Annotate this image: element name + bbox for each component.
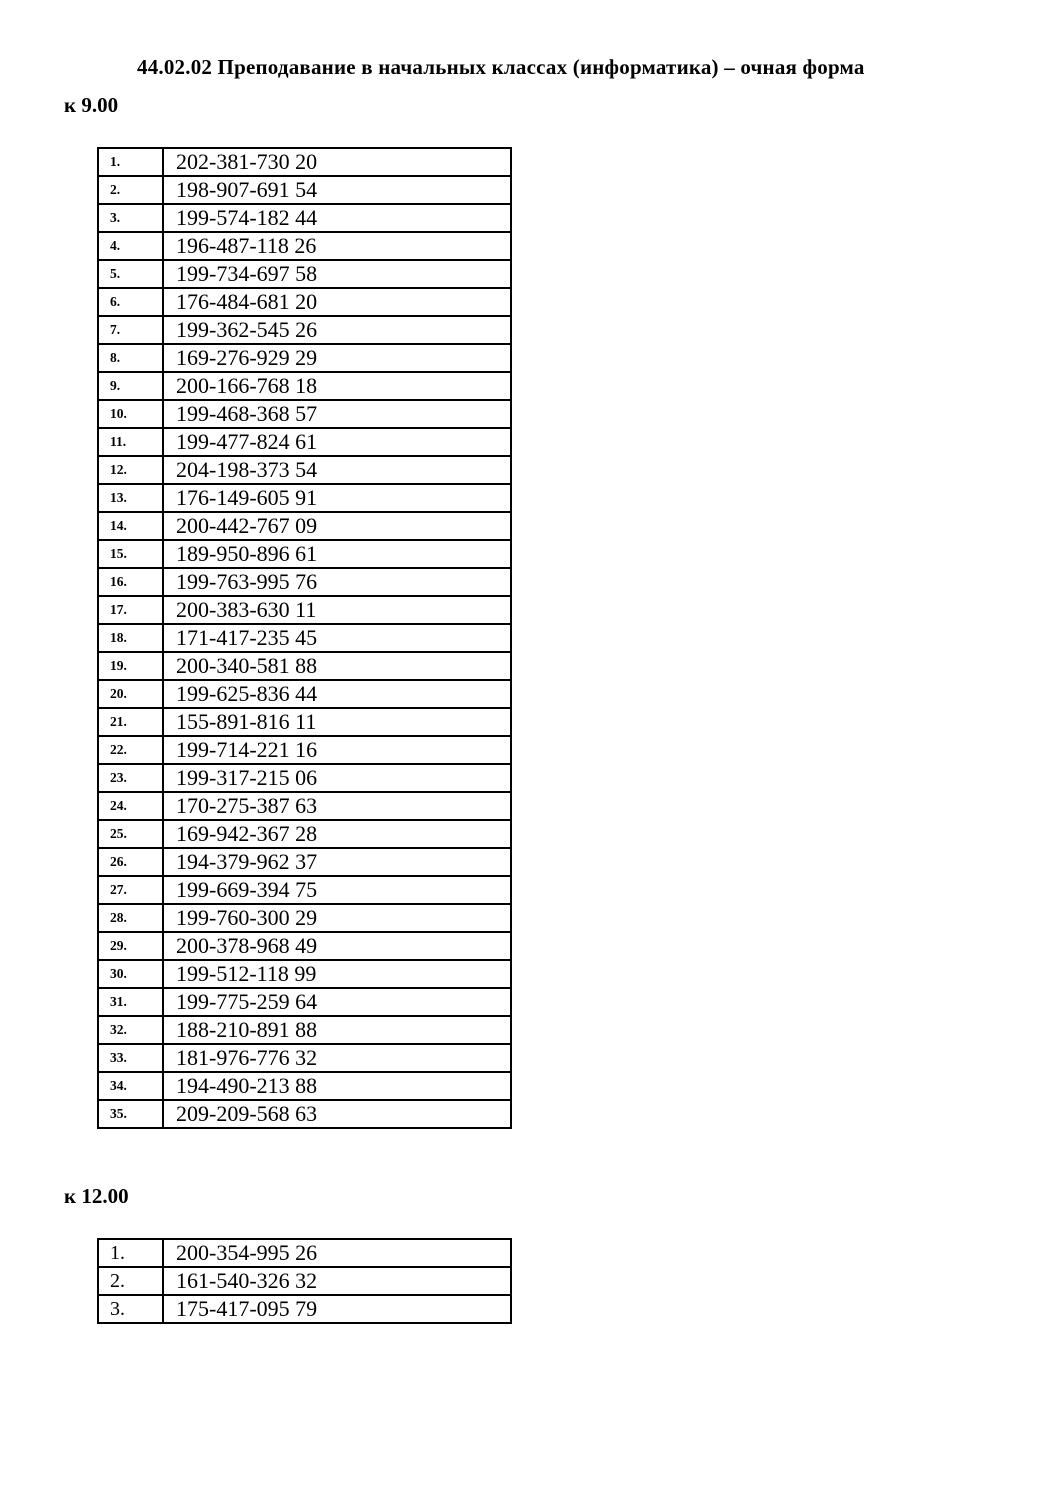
applicant-id-cell: 199-775-259 64 [163, 988, 511, 1016]
row-number-cell: 19. [98, 652, 163, 680]
row-number-cell: 8. [98, 344, 163, 372]
row-number-cell: 34. [98, 1072, 163, 1100]
applicant-id-cell: 202-381-730 20 [163, 148, 511, 176]
table-row [98, 176, 511, 204]
applicant-id-cell: 199-669-394 75 [163, 876, 511, 904]
table-row [98, 344, 511, 372]
table-row [98, 288, 511, 316]
applicant-id-cell: 209-209-568 63 [163, 1100, 511, 1128]
table-row [98, 568, 511, 596]
applicant-id-cell: 176-149-605 91 [163, 484, 511, 512]
row-number-cell: 7. [98, 316, 163, 344]
table-row [98, 708, 511, 736]
applicant-id-cell: 199-574-182 44 [163, 204, 511, 232]
table-row [98, 792, 511, 820]
page-title: 44.02.02 Преподавание в начальных классах (информатика) – очная форма [137, 55, 865, 79]
table-row [98, 204, 511, 232]
applicant-id-cell: 199-734-697 58 [163, 260, 511, 288]
row-number-cell: 32. [98, 1016, 163, 1044]
table-row [98, 820, 511, 848]
applicant-id-cell: 155-891-816 11 [163, 708, 511, 736]
row-number-cell: 31. [98, 988, 163, 1016]
applicant-id-cell: 169-942-367 28 [163, 820, 511, 848]
applicant-table-9am-body [98, 148, 511, 1128]
applicant-table-12pm-body [98, 1239, 511, 1323]
applicant-id-cell: 199-714-221 16 [163, 736, 511, 764]
table-row [98, 540, 511, 568]
table-row [98, 904, 511, 932]
table-row [98, 456, 511, 484]
table-row [98, 148, 511, 176]
row-number-cell: 14. [98, 512, 163, 540]
applicant-id-cell: 199-477-824 61 [163, 428, 511, 456]
table-row [98, 876, 511, 904]
row-number-cell: 2. [98, 1267, 163, 1295]
table-row [98, 512, 511, 540]
applicant-id-cell: 188-210-891 88 [163, 1016, 511, 1044]
section-label-12pm: к 12.00 [64, 1184, 129, 1209]
table-row [98, 1016, 511, 1044]
applicant-id-cell: 176-484-681 20 [163, 288, 511, 316]
applicant-id-cell: 199-362-545 26 [163, 316, 511, 344]
row-number-cell: 21. [98, 708, 163, 736]
applicant-id-cell: 170-275-387 63 [163, 792, 511, 820]
table-row [98, 624, 511, 652]
table-row [98, 596, 511, 624]
table-row [98, 1295, 511, 1323]
table-row [98, 484, 511, 512]
table-row [98, 260, 511, 288]
table-row [98, 1267, 511, 1295]
row-number-cell: 30. [98, 960, 163, 988]
row-number-cell: 23. [98, 764, 163, 792]
applicant-table-9am [97, 147, 512, 1129]
row-number-cell: 4. [98, 232, 163, 260]
section-label-9am: к 9.00 [64, 93, 119, 118]
table-row [98, 848, 511, 876]
row-number-cell: 16. [98, 568, 163, 596]
applicant-id-cell: 196-487-118 26 [163, 232, 511, 260]
table-row [98, 1072, 511, 1100]
table-row [98, 736, 511, 764]
table-row [98, 680, 511, 708]
applicant-id-cell: 199-763-995 76 [163, 568, 511, 596]
row-number-cell: 28. [98, 904, 163, 932]
applicant-id-cell: 161-540-326 32 [163, 1267, 511, 1295]
row-number-cell: 3. [98, 1295, 163, 1323]
applicant-id-cell: 171-417-235 45 [163, 624, 511, 652]
applicant-id-cell: 204-198-373 54 [163, 456, 511, 484]
row-number-cell: 20. [98, 680, 163, 708]
table-row [98, 960, 511, 988]
table-row [98, 652, 511, 680]
row-number-cell: 5. [98, 260, 163, 288]
row-number-cell: 24. [98, 792, 163, 820]
row-number-cell: 15. [98, 540, 163, 568]
applicant-id-cell: 200-340-581 88 [163, 652, 511, 680]
applicant-table-12pm [97, 1238, 512, 1324]
table-row [98, 1100, 511, 1128]
table-row [98, 400, 511, 428]
row-number-cell: 2. [98, 176, 163, 204]
row-number-cell: 35. [98, 1100, 163, 1128]
applicant-id-cell: 200-383-630 11 [163, 596, 511, 624]
applicant-id-cell: 199-317-215 06 [163, 764, 511, 792]
row-number-cell: 13. [98, 484, 163, 512]
table-row [98, 1044, 511, 1072]
row-number-cell: 6. [98, 288, 163, 316]
row-number-cell: 22. [98, 736, 163, 764]
applicant-id-cell: 181-976-776 32 [163, 1044, 511, 1072]
applicant-id-cell: 199-760-300 29 [163, 904, 511, 932]
applicant-id-cell: 200-378-968 49 [163, 932, 511, 960]
applicant-id-cell: 199-468-368 57 [163, 400, 511, 428]
applicant-id-cell: 199-512-118 99 [163, 960, 511, 988]
row-number-cell: 18. [98, 624, 163, 652]
row-number-cell: 26. [98, 848, 163, 876]
applicant-id-cell: 200-354-995 26 [163, 1239, 511, 1267]
row-number-cell: 10. [98, 400, 163, 428]
applicant-id-cell: 200-166-768 18 [163, 372, 511, 400]
table-row [98, 316, 511, 344]
row-number-cell: 27. [98, 876, 163, 904]
applicant-id-cell: 198-907-691 54 [163, 176, 511, 204]
row-number-cell: 29. [98, 932, 163, 960]
row-number-cell: 25. [98, 820, 163, 848]
applicant-id-cell: 175-417-095 79 [163, 1295, 511, 1323]
table-row [98, 372, 511, 400]
row-number-cell: 1. [98, 1239, 163, 1267]
applicant-id-cell: 189-950-896 61 [163, 540, 511, 568]
table-row [98, 764, 511, 792]
table-row [98, 232, 511, 260]
row-number-cell: 12. [98, 456, 163, 484]
table-row [98, 932, 511, 960]
applicant-id-cell: 194-490-213 88 [163, 1072, 511, 1100]
table-row [98, 1239, 511, 1267]
applicant-id-cell: 199-625-836 44 [163, 680, 511, 708]
table-row [98, 428, 511, 456]
applicant-id-cell: 194-379-962 37 [163, 848, 511, 876]
row-number-cell: 11. [98, 428, 163, 456]
row-number-cell: 1. [98, 148, 163, 176]
applicant-id-cell: 169-276-929 29 [163, 344, 511, 372]
row-number-cell: 17. [98, 596, 163, 624]
row-number-cell: 9. [98, 372, 163, 400]
row-number-cell: 33. [98, 1044, 163, 1072]
row-number-cell: 3. [98, 204, 163, 232]
table-row [98, 988, 511, 1016]
applicant-id-cell: 200-442-767 09 [163, 512, 511, 540]
